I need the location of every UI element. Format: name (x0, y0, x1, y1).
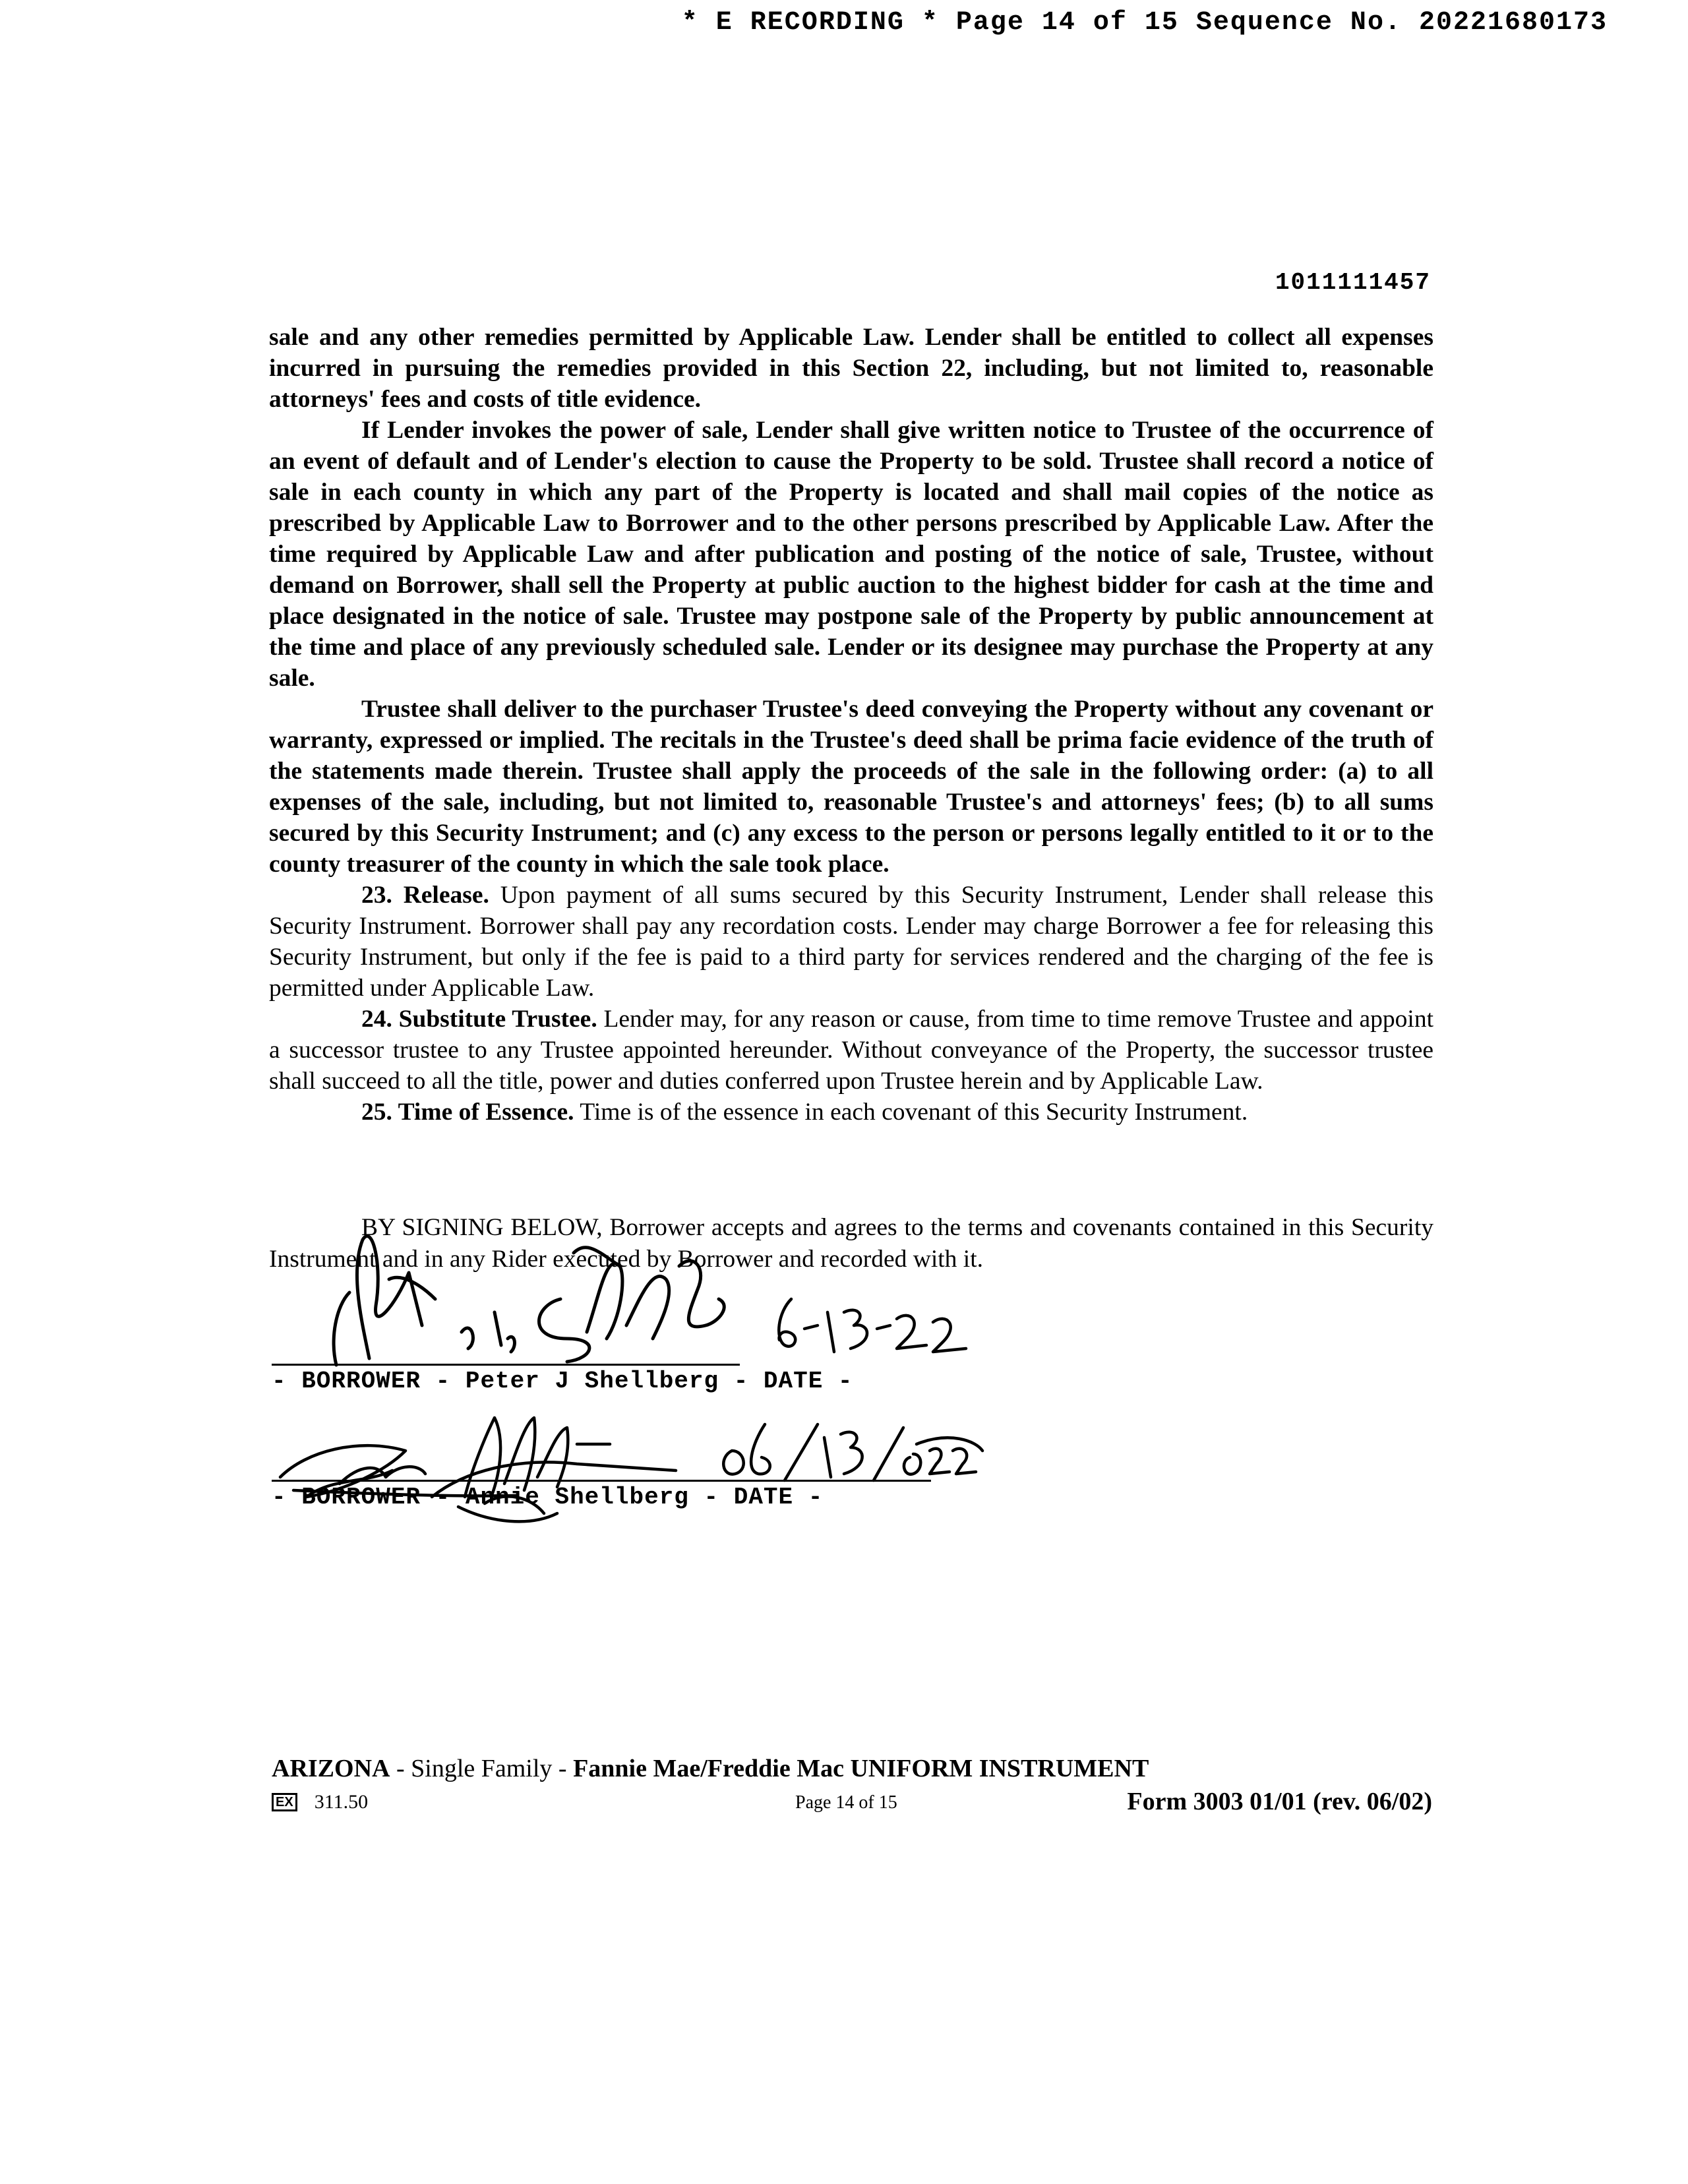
section-23-text: Upon payment of all sums secured by this Security Instrument, Lender shall release this Security Instrument. Borrower shall pay any recordation costs. Lender may charge Borrower a fee for releasing this Security Instrument, but only if the fee is paid to a third party for services rendered and the charging of the fee is permitted under Applicable Law. (269, 882, 1433, 1002)
borrower-1-signature-image (310, 1227, 811, 1372)
borrower-2-label: - BORROWER - Annie Shellberg - DATE - (272, 1484, 824, 1511)
section-25-heading: 25. Time of Essence. (361, 1099, 574, 1126)
borrower-2-signature-line (272, 1480, 931, 1482)
section-24-heading: 24. Substitute Trustee. (361, 1006, 597, 1033)
ellie-mae-badge: EX (272, 1793, 297, 1811)
footer-code: 311.50 (314, 1791, 369, 1813)
section-23-release (269, 880, 1433, 1004)
section-25-time-of-essence (269, 1097, 1433, 1128)
paragraph-trustee-deed: Trustee shall deliver to the purchaser Trustee's deed conveying the Property without any covenant or warranty, expressed or implied. The recitals in the Trustee's deed shall be prima facie evidence of the truth of the statements made therein. Trustee shall apply the proceeds of the sale in the following order: (a) to all expenses of the sale, including, but not limited to, reasonable Trustee's and attorneys' fees; (b) to all sums secured by this Security Instrument; and (c) any excess to the person or persons legally entitled to it or to the county treasurer of the county in which the sale took place. (269, 696, 1433, 878)
section-24-text: Lender may, for any reason or cause, from time to time remove Trustee and appoint a successor trustee to any Trustee appointed hereunder. Without conveyance of the Property, the successor trustee shall succeed to all the title, power and duties conferred upon Trustee herein and by Applicable Law. (269, 1006, 1434, 1095)
footer-page-number: Page 14 of 15 (795, 1792, 897, 1813)
paragraph-remedies: sale and any other remedies permitted by Applicable Law. Lender shall be entitled to collect all expenses incurred in pursuing the remedies provided in this Section 22, including, but not limited to, reasonable attorneys' fees and costs of title evidence. (269, 324, 1433, 413)
borrower-1-label: - BORROWER - Peter J Shellberg - DATE - (272, 1368, 853, 1395)
signing-statement-text: BY SIGNING BELOW, Borrower accepts and agrees to the terms and covenants contained in this Security Instrument and in any Rider executed by Borrower and recorded with it. (269, 1214, 1433, 1273)
footer-separator: - Single Family - (390, 1755, 574, 1782)
section-24-substitute-trustee (269, 1004, 1433, 1097)
loan-number: 1011111457 (1275, 269, 1431, 296)
paragraph-power-of-sale: If Lender invokes the power of sale, Lender shall give written notice to Trustee of the occurrence of an event of default and of Lender's election to cause the Property to be sold. Trustee shall record a notice of sale in each county in which any part of the Property is located and shall mail copies of the notice as prescribed by Applicable Law to Borrower and to the other persons prescribed by Applicable Law. After the time required by Applicable Law and after publication and posting of the notice of sale, Trustee, without demand on Borrower, shall sell the Property at public auction to the highest bidder for cash at the time and place designated in the notice of sale. Trustee may postpone sale of the Property by public announcement at the time and place of any previously scheduled sale. Lender or its designee may purchase the Property at any sale. (269, 417, 1433, 692)
recording-header: * E RECORDING * Page 14 of 15 Sequence No. 20221680173 (681, 8, 1608, 38)
footer-state: ARIZONA (272, 1755, 390, 1782)
borrower-1-signature-line (272, 1364, 740, 1366)
section-23-heading: 23. Release. (361, 882, 489, 909)
document-body (269, 322, 1433, 1128)
footer-form-number: Form 3003 01/01 (rev. 06/02) (1127, 1788, 1432, 1815)
footer-program: Fannie Mae/Freddie Mac UNIFORM INSTRUMENT (573, 1755, 1149, 1782)
section-25-text: Time is of the essence in each covenant of this Security Instrument. (580, 1099, 1248, 1126)
footer-code-line (272, 1791, 368, 1813)
borrower-1-handwritten-date (765, 1292, 976, 1365)
footer-form-title (272, 1754, 1149, 1783)
